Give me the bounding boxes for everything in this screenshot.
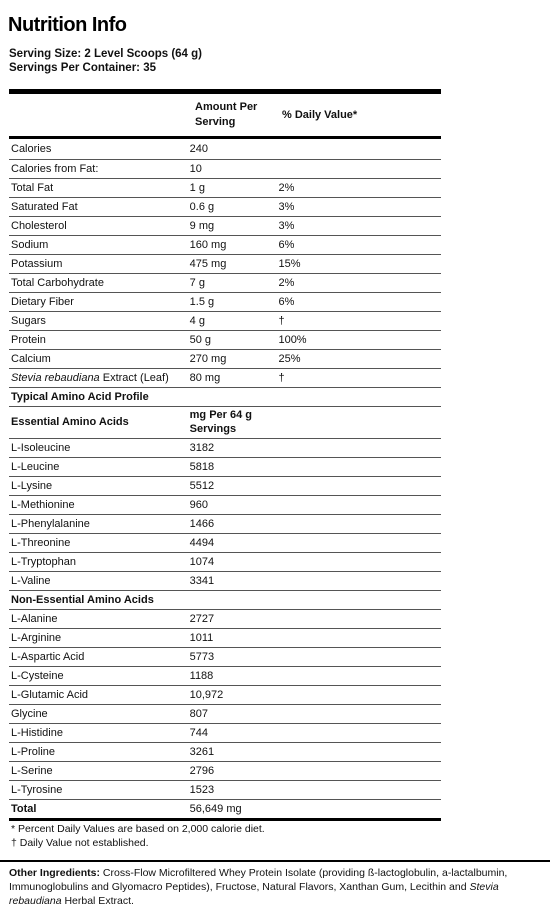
amino-amount: 1523 (188, 780, 277, 799)
amino-name: L-Tryptophan (9, 552, 188, 571)
non-essential-label: Non-Essential Amino Acids (9, 590, 441, 609)
nutrient-daily-value: 6% (276, 235, 441, 254)
amino-name: Glycine (9, 704, 188, 723)
nutrient-amount: 240 (188, 140, 277, 159)
nutrient-name: Calcium (9, 349, 188, 368)
nutrient-daily-value: 3% (276, 216, 441, 235)
spacer-cell (276, 476, 441, 495)
spacer-cell (276, 780, 441, 799)
bottom-rule (9, 818, 441, 821)
amino-amount: 2727 (188, 609, 277, 628)
amino-amount: 2796 (188, 761, 277, 780)
nutrient-row (9, 273, 441, 292)
nutrient-amount: 80 mg (188, 368, 277, 387)
spacer-cell (276, 406, 441, 438)
nutrient-row (9, 216, 441, 235)
amino-row (9, 704, 441, 723)
nutrient-daily-value: † (276, 311, 441, 330)
nutrient-amount: 475 mg (188, 254, 277, 273)
nutrient-row (9, 349, 441, 368)
nutrient-daily-value: 6% (276, 292, 441, 311)
amino-amount: 807 (188, 704, 277, 723)
amino-amount: 5818 (188, 457, 277, 476)
amino-row (9, 742, 441, 761)
amino-name: L-Alanine (9, 609, 188, 628)
amino-amount: 3182 (188, 438, 277, 457)
nutrient-daily-value: 2% (276, 178, 441, 197)
spacer-cell (276, 742, 441, 761)
total-amount: 56,649 mg (188, 799, 277, 818)
spacer-cell (276, 533, 441, 552)
spacer-cell (276, 799, 441, 818)
nutrient-name: Potassium (9, 254, 188, 273)
amino-row (9, 438, 441, 457)
amino-amount: 744 (188, 723, 277, 742)
nutrient-daily-value: 15% (276, 254, 441, 273)
amino-row (9, 514, 441, 533)
amino-row (9, 571, 441, 590)
nutrient-amount: 160 mg (188, 235, 277, 254)
stevia-name-rest: Extract (Leaf) (99, 371, 169, 384)
spacer-cell (276, 685, 441, 704)
amino-row (9, 457, 441, 476)
amino-unit-header: mg Per 64 g Servings (188, 406, 277, 438)
amino-profile-heading (9, 387, 441, 406)
amino-row (9, 647, 441, 666)
amino-amount: 1188 (188, 666, 277, 685)
spacer-cell (276, 761, 441, 780)
amino-row (9, 685, 441, 704)
spacer-cell (276, 514, 441, 533)
servings-per-container: Servings Per Container: 35 (9, 62, 156, 74)
spacer-cell (276, 666, 441, 685)
amino-name: L-Glutamic Acid (9, 685, 188, 704)
spacer-cell (276, 628, 441, 647)
other-ingredients (9, 866, 545, 908)
amino-name: L-Phenylalanine (9, 514, 188, 533)
ingredients-label: Other Ingredients: (9, 867, 101, 879)
amino-row (9, 552, 441, 571)
spacer-cell (276, 704, 441, 723)
nutrient-name: Total Carbohydrate (9, 273, 188, 292)
essential-label: Essential Amino Acids (9, 406, 188, 438)
nutrient-name: Saturated Fat (9, 197, 188, 216)
amino-row (9, 628, 441, 647)
spacer-cell (276, 438, 441, 457)
nutrient-amount: 9 mg (188, 216, 277, 235)
amino-amount: 5773 (188, 647, 277, 666)
serving-size: Serving Size: 2 Level Scoops (64 g) (9, 48, 203, 60)
spacer-cell (276, 571, 441, 590)
amino-amount: 960 (188, 495, 277, 514)
nutrient-amount: 1.5 g (188, 292, 277, 311)
amino-row (9, 495, 441, 514)
nutrient-row (9, 330, 441, 349)
nutrient-daily-value (276, 159, 441, 178)
essential-heading (9, 406, 441, 438)
nutrient-row-stevia (9, 368, 441, 387)
nutrient-row (9, 197, 441, 216)
amino-amount: 5512 (188, 476, 277, 495)
nutrient-row (9, 235, 441, 254)
amino-name: L-Valine (9, 571, 188, 590)
amino-row (9, 780, 441, 799)
nutrient-daily-value: 3% (276, 197, 441, 216)
nutrient-daily-value: 25% (276, 349, 441, 368)
nutrient-daily-value: † (276, 368, 441, 387)
footnote-daily-values: * Percent Daily Values are based on 2,000 calorie diet. (11, 823, 265, 835)
amino-name: L-Lysine (9, 476, 188, 495)
nutrient-amount: 50 g (188, 330, 277, 349)
page-title: Nutrition Info (8, 14, 127, 36)
amount-per-serving-header: Amount Per Serving (195, 101, 258, 128)
nutrient-amount: 4 g (188, 311, 277, 330)
spacer-cell (276, 495, 441, 514)
stevia-latin-name: Stevia rebaudiana (11, 371, 100, 384)
nutrient-daily-value: 100% (276, 330, 441, 349)
nutrition-table (9, 140, 441, 819)
amino-row (9, 533, 441, 552)
amino-name: L-Isoleucine (9, 438, 188, 457)
ingredients-stevia: Stevia rebaudiana (9, 881, 499, 907)
amino-row (9, 609, 441, 628)
nutrient-name: Dietary Fiber (9, 292, 188, 311)
nutrient-name (9, 368, 188, 387)
spacer-cell (276, 457, 441, 476)
header-rule (9, 136, 441, 139)
total-row (9, 799, 441, 818)
top-rule (9, 89, 441, 94)
amino-name: L-Cysteine (9, 666, 188, 685)
amino-amount: 3261 (188, 742, 277, 761)
nutrient-name: Calories from Fat: (9, 159, 188, 178)
amino-amount: 1466 (188, 514, 277, 533)
nutrient-row (9, 311, 441, 330)
amino-name: L-Leucine (9, 457, 188, 476)
ingredients-text-end: Herbal Extract. (61, 895, 134, 907)
ingredients-text: Cross-Flow Microfiltered Whey Protein Isolate (providing ß-lactoglobulin, a-lactalbumin, Immunoglobulins and Glyomacro Peptides), Fructose, Natural Flavors, Xanthan Gum, Lecithin and (9, 867, 508, 893)
ingredients-rule (0, 860, 550, 862)
nutrient-name: Calories (9, 140, 188, 159)
total-label: Total (9, 799, 188, 818)
nutrient-name: Cholesterol (9, 216, 188, 235)
amino-amount: 4494 (188, 533, 277, 552)
spacer-cell (276, 609, 441, 628)
amino-row (9, 476, 441, 495)
nutrient-name: Sugars (9, 311, 188, 330)
spacer-cell (276, 552, 441, 571)
nutrient-daily-value: 2% (276, 273, 441, 292)
spacer-cell (276, 723, 441, 742)
amino-amount: 3341 (188, 571, 277, 590)
nutrient-daily-value (276, 140, 441, 159)
amino-name: L-Methionine (9, 495, 188, 514)
nutrient-amount: 1 g (188, 178, 277, 197)
amino-amount: 1011 (188, 628, 277, 647)
amino-name: L-Arginine (9, 628, 188, 647)
amino-row (9, 761, 441, 780)
nutrient-row (9, 292, 441, 311)
nutrient-row (9, 159, 441, 178)
amino-name: L-Serine (9, 761, 188, 780)
amino-name: L-Histidine (9, 723, 188, 742)
nutrient-name: Protein (9, 330, 188, 349)
nutrient-amount: 0.6 g (188, 197, 277, 216)
non-essential-heading (9, 590, 441, 609)
nutrient-row (9, 254, 441, 273)
nutrient-amount: 7 g (188, 273, 277, 292)
nutrient-row (9, 178, 441, 197)
footnote-not-established: † Daily Value not established. (11, 837, 149, 849)
amino-row (9, 723, 441, 742)
nutrient-amount: 10 (188, 159, 277, 178)
daily-value-header: % Daily Value* (282, 109, 358, 121)
amino-name: L-Tyrosine (9, 780, 188, 799)
amino-name: L-Aspartic Acid (9, 647, 188, 666)
amino-name: L-Proline (9, 742, 188, 761)
nutrient-name: Sodium (9, 235, 188, 254)
nutrient-row (9, 140, 441, 159)
amino-amount: 1074 (188, 552, 277, 571)
amino-name: L-Threonine (9, 533, 188, 552)
amino-amount: 10,972 (188, 685, 277, 704)
spacer-cell (276, 647, 441, 666)
amino-profile-title: Typical Amino Acid Profile (9, 387, 441, 406)
nutrient-name: Total Fat (9, 178, 188, 197)
amino-row (9, 666, 441, 685)
nutrient-amount: 270 mg (188, 349, 277, 368)
